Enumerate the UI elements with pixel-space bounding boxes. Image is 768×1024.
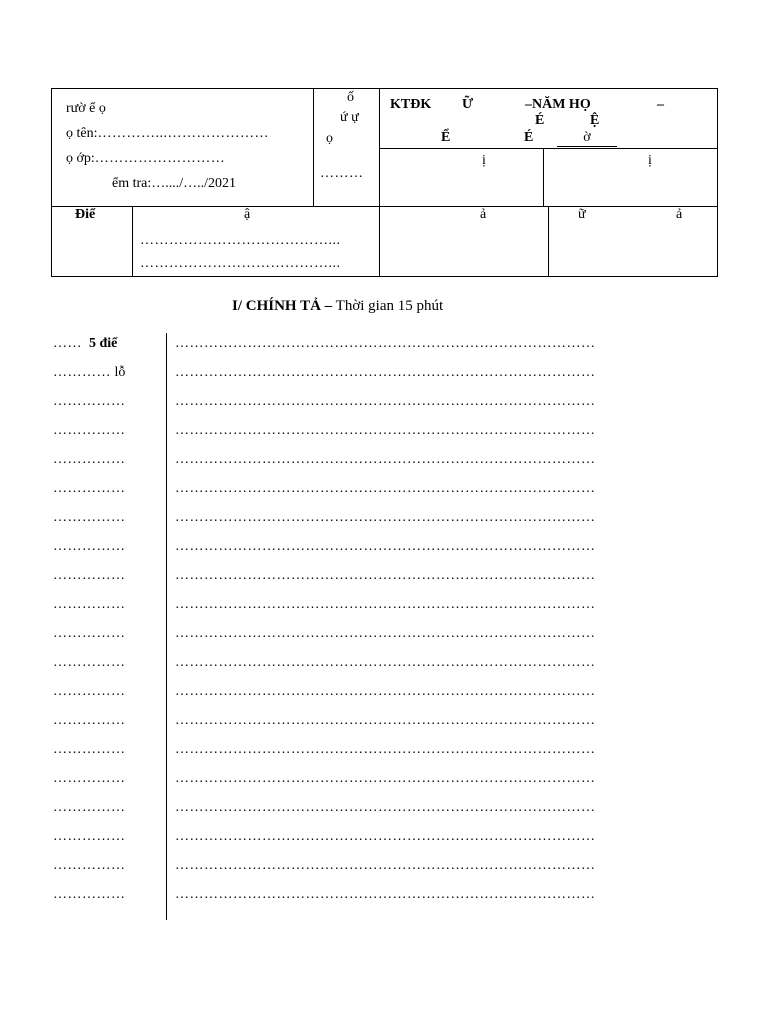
margin-line: ……………	[53, 597, 126, 612]
divider	[313, 88, 314, 206]
exam-title-mid: Ữ	[462, 97, 474, 112]
remarks-line-2[interactable]: …………………………………...	[140, 256, 341, 271]
writing-line[interactable]: ……………………………………………………………………………	[175, 626, 596, 641]
margin-error-dots: …………	[53, 365, 111, 380]
margin-line: ……………	[53, 452, 126, 467]
student-name-label: ọ tên:	[66, 126, 98, 141]
divider	[132, 206, 133, 277]
margin-line: ……………	[53, 771, 126, 786]
section-title-rest: Thời gian 15 phút	[332, 298, 444, 314]
writing-line[interactable]: ……………………………………………………………………………	[175, 452, 596, 467]
margin-divider	[166, 333, 167, 920]
writing-line[interactable]: ……………………………………………………………………………	[175, 829, 596, 844]
remarks-label: ậ	[244, 207, 251, 222]
seat-label-mid: ứ ự	[340, 110, 359, 125]
writing-line[interactable]: ……………………………………………………………………………	[175, 887, 596, 902]
margin-score-dots: ……	[53, 336, 82, 351]
class-label: ọ ớp:	[66, 151, 95, 166]
writing-line[interactable]: ……………………………………………………………………………	[175, 481, 596, 496]
writing-line[interactable]: ……………………………………………………………………………	[175, 742, 596, 757]
margin-line: ……………	[53, 887, 126, 902]
exam-title-right: –NĂM HỌ	[525, 97, 591, 112]
writing-line[interactable]: ……………………………………………………………………………	[175, 365, 596, 380]
student-name-field[interactable]	[66, 126, 269, 142]
class-dots: ………………………	[94, 151, 226, 166]
writing-line[interactable]: ……………………………………………………………………………	[175, 771, 596, 786]
writing-line[interactable]: ……………………………………………………………………………	[175, 539, 596, 554]
school-label: rườ ể ọ	[66, 101, 106, 116]
writing-line[interactable]: ……………………………………………………………………………	[175, 336, 596, 351]
margin-line: ……………	[53, 713, 126, 728]
exam-subtitle-2: Ệ	[590, 113, 600, 128]
grader-1-label: ả	[480, 207, 487, 222]
margin-line: ……………	[53, 829, 126, 844]
supervisor-1-signature-label: ị	[482, 153, 486, 168]
divider	[543, 148, 544, 206]
margin-line: ……………	[53, 655, 126, 670]
exam-subtitle-3: Ể	[441, 130, 451, 145]
writing-line[interactable]: ……………………………………………………………………………	[175, 394, 596, 409]
writing-line[interactable]: ……………………………………………………………………………	[175, 568, 596, 583]
exam-subtitle-1: É	[535, 113, 545, 128]
margin-line: ……………	[53, 539, 126, 554]
margin-line: ……………	[53, 626, 126, 641]
exam-subtitle-5: ờ	[557, 130, 617, 147]
seat-number-dots[interactable]: ………	[320, 166, 364, 181]
grader-2-label-b: ả	[676, 207, 683, 222]
student-name-dots: …………...…………………	[97, 126, 269, 141]
margin-line: ……………	[53, 481, 126, 496]
divider	[379, 88, 380, 277]
score-label: Điể	[75, 207, 96, 222]
margin-score-label: 5 điể	[89, 336, 118, 351]
divider	[379, 148, 718, 149]
seat-label-top: ố	[347, 90, 354, 105]
margin-line: ……………	[53, 510, 126, 525]
writing-line[interactable]: ……………………………………………………………………………	[175, 684, 596, 699]
exam-title-left: KTĐK	[390, 97, 432, 112]
section-title-bold: I/ CHÍNH TẢ –	[232, 298, 333, 314]
section-title	[232, 298, 443, 315]
seat-label-bottom: ọ	[326, 131, 333, 146]
writing-line[interactable]: ……………………………………………………………………………	[175, 655, 596, 670]
margin-line: ……………	[53, 684, 126, 699]
writing-line[interactable]: ……………………………………………………………………………	[175, 423, 596, 438]
writing-line[interactable]: ……………………………………………………………………………	[175, 510, 596, 525]
margin-line: ……………	[53, 742, 126, 757]
exam-subtitle-4: É	[524, 130, 534, 145]
grader-2-label-a: ữ	[578, 207, 586, 222]
margin-line: ……………	[53, 568, 126, 583]
margin-error-row	[53, 365, 163, 381]
margin-line: ……………	[53, 423, 126, 438]
writing-line[interactable]: ……………………………………………………………………………	[175, 597, 596, 612]
margin-line: ……………	[53, 800, 126, 815]
margin-line: ……………	[53, 858, 126, 873]
margin-line: ……………	[53, 394, 126, 409]
divider	[51, 206, 718, 207]
supervisor-2-signature-label: ị	[648, 153, 652, 168]
class-field[interactable]	[66, 151, 225, 167]
writing-line[interactable]: ……………………………………………………………………………	[175, 713, 596, 728]
exam-date[interactable]: ểm tra:…..../…../2021	[112, 176, 237, 191]
divider	[548, 206, 549, 277]
exam-title-dash: –	[657, 97, 664, 112]
margin-score-row	[53, 336, 163, 352]
writing-line[interactable]: ……………………………………………………………………………	[175, 800, 596, 815]
margin-error-label: lỗ	[114, 365, 126, 380]
remarks-line-1[interactable]: …………………………………...	[140, 233, 341, 248]
writing-line[interactable]: ……………………………………………………………………………	[175, 858, 596, 873]
